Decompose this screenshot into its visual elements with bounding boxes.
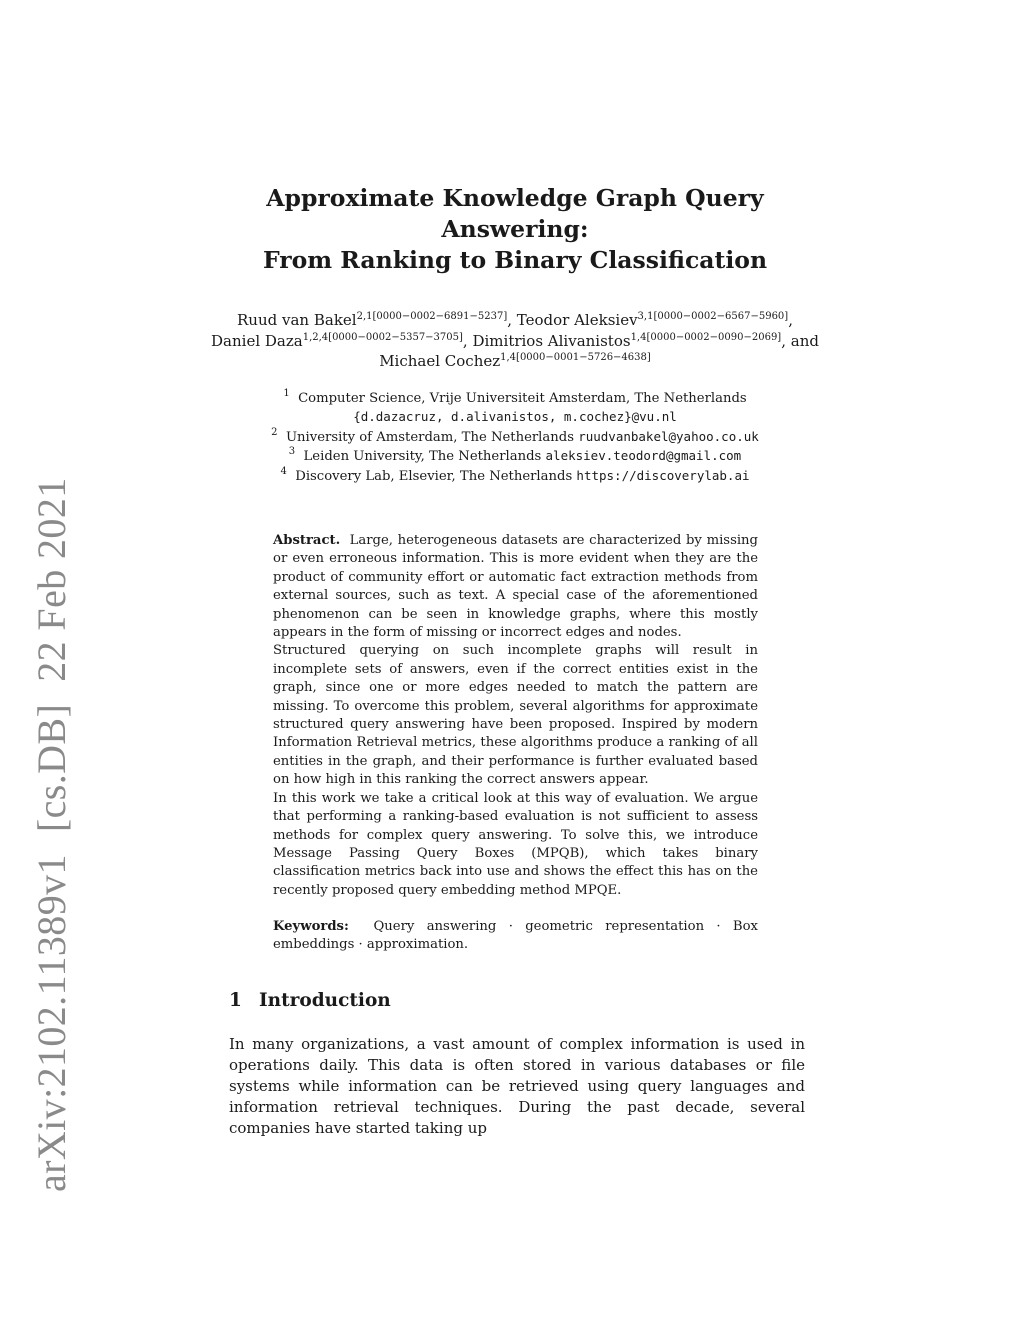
arxiv-identifier-stamp [23, 152, 79, 1192]
author-separator: , and [781, 331, 819, 350]
author-separator: , [507, 311, 517, 329]
author-name: Ruud van Bakel [237, 311, 357, 329]
affiliation-text: University of Amsterdam, The Netherlands [285, 429, 574, 445]
keywords-label: Keywords: [273, 919, 349, 934]
author-separator: , [788, 311, 793, 329]
section-heading [229, 990, 391, 1011]
affiliation-entry: $^2$ University of Amsterdam, The Netherlands ruudvanbakel@yahoo.co.uk [271, 426, 759, 445]
affiliation-text: Discovery Lab, Elsevier, The Netherlands [295, 468, 573, 484]
affiliation-entry: $^3$ Leiden University, The Netherlands aleksiev.teodord@gmail.com [288, 446, 742, 465]
email-address[interactable]: ruudvanbakel@yahoo.co.uk [578, 428, 759, 444]
arxiv-date: 22 Feb 2021 [28, 477, 74, 682]
section-title: Introduction [259, 990, 391, 1011]
author-affiliation-marker: 1,4[0000−0002−0090−2069] [630, 331, 782, 343]
author-affiliation-marker: 1,2,4[0000−0002−5357−3705] [302, 331, 463, 343]
author-affiliation-marker: 1,4[0000−0001−5726−4638] [500, 352, 651, 363]
affiliation-list [220, 390, 810, 486]
author-affiliation-marker: 3,1[0000−0002−6567−5960] [637, 311, 789, 322]
keywords-text: Query answering · geometric representation · Box embeddings · approximation. [273, 919, 758, 953]
author-name: Michael Cochez [379, 352, 501, 370]
author-list [200, 310, 830, 372]
website-link[interactable]: https://discoverylab.ai [576, 467, 750, 483]
author-separator: , [462, 331, 473, 350]
abstract-label: Abstract. [273, 533, 341, 548]
affiliation-text: Leiden University, The Netherlands [303, 449, 542, 465]
section-number: 1 [229, 990, 242, 1011]
arxiv-id: arXiv:2102.11389v1 [28, 854, 74, 1192]
email-address[interactable]: aleksiev.teodord@gmail.com [545, 448, 742, 464]
author-name: Teodor Aleksiev [516, 311, 638, 329]
email-address[interactable]: {d.dazacruz, d.alivanistos, m.cochez}@vu.nl [353, 409, 677, 425]
title-line: Answering: [441, 215, 589, 243]
author-name: Dimitrios Alivanistos [472, 331, 631, 350]
affiliation-entry: $^1$ Computer Science, Vrije Universiteit Amsterdam, The Netherlands [283, 388, 747, 406]
abstract-paragraph: Abstract. Large, heterogeneous datasets are characterized by missing or even erroneous information. This is more evident when they are the product of community effort or automatic fact extraction methods from external sources, such as text. A special case of the aforementioned phenomenon can be seen in knowledge graphs, where this mostly appears in the form of missing or incorrect edges and nodes. [273, 533, 758, 641]
author-affiliation-marker: 2,1[0000−0002−6891−5237] [356, 311, 508, 322]
title-line: From Ranking to Binary Classification [262, 246, 768, 274]
arxiv-category: [cs.DB] [28, 703, 74, 833]
author-name: Daniel Daza [211, 331, 303, 350]
title-line: Approximate Knowledge Graph Query [266, 184, 764, 212]
abstract-paragraph: Structured querying on such incomplete graphs will result in incomplete sets of answers, even if the correct entities exist in the graph, since one or more edges needed to match the pattern are missing. To overcome this problem, several algorithms for approximate structured query answering have been proposed. Inspired by modern Information Retrieval metrics, these algorithms produce a ranking of all entities in the graph, and their performance is further evaluated based on how high in this ranking the correct answers appear. [273, 643, 758, 788]
paper-title [220, 183, 810, 276]
abstract [273, 532, 758, 900]
abstract-paragraph: In this work we take a critical look at this way of evaluation. We argue that performing a ranking-based evaluation is not sufficient to assess methods for complex query answering. To solve this, we introduce Message Passing Query Boxes (MPQB), which takes binary classification metrics back into use and shows the effect this has on the recently proposed query embedding method MPQE. [273, 790, 758, 898]
affiliation-entry: $^4$ Discovery Lab, Elsevier, The Netherlands https://discoverylab.ai [280, 465, 750, 484]
keywords [273, 918, 758, 955]
body-paragraph: In many organizations, a vast amount of complex information is used in operations daily. This data is often stored in various databases or file systems while information can be retrieved using query languages and information retrieval techniques. During the past decade, several companies have started taking up [229, 1035, 805, 1137]
affiliation-text: Computer Science, Vrije Universiteit Amsterdam, The Netherlands [298, 391, 747, 406]
affiliation-emails [220, 408, 810, 427]
